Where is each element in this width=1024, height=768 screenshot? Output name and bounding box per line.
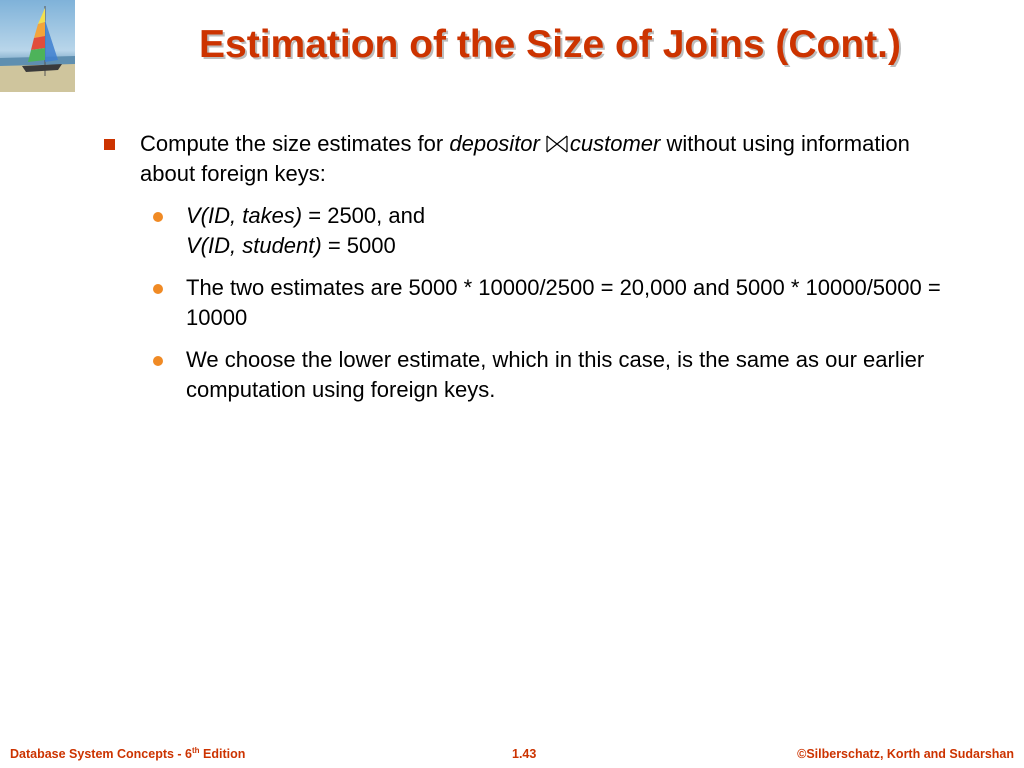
main-bullet-text-after: without using information about foreign keys: xyxy=(140,131,910,186)
round-bullet-icon xyxy=(153,212,163,222)
main-bullet xyxy=(140,129,930,189)
round-bullet-icon xyxy=(153,356,163,366)
round-bullet-icon xyxy=(153,284,163,294)
v-id-takes: V(ID, takes) xyxy=(186,203,303,228)
v-id-student: V(ID, student) xyxy=(186,233,322,258)
square-bullet-icon xyxy=(104,139,115,150)
footer-copyright: ©Silberschatz, Korth and Sudarshan xyxy=(797,747,1014,761)
relation-customer: customer xyxy=(569,131,661,156)
sub-bullet-distinct-values: V(ID, takes) = 2500, and V(ID, student) = 5000 xyxy=(186,203,426,258)
slide-title: Estimation of the Size of Joins (Cont.) xyxy=(199,23,901,66)
footer-page-number: 1.43 xyxy=(512,747,537,761)
relation-depositor: depositor xyxy=(449,131,540,156)
sub-bullet-choice: We choose the lower estimate, which in this case, is the same as our earlier computation using foreign keys. xyxy=(186,347,925,402)
natural-join-icon xyxy=(546,132,568,152)
sub-bullet-estimates: The two estimates are 5000 * 10000/2500 = 20,000 and 5000 * 10000/5000 = 10000 xyxy=(186,275,941,330)
main-bullet-text-before: Compute the size estimates for xyxy=(140,131,450,156)
footer-book-title: Database System Concepts - 6th Edition xyxy=(10,746,246,761)
